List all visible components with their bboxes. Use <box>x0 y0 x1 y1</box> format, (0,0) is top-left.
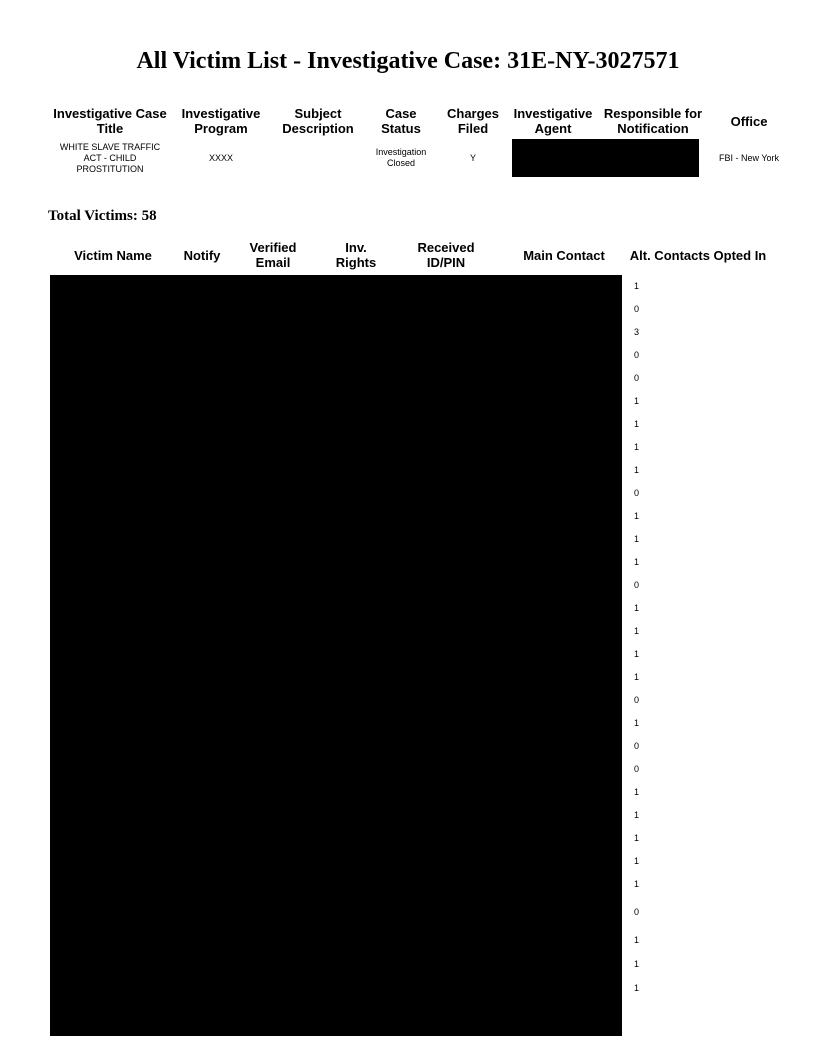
col-header-main-contact: Main Contact <box>523 247 605 263</box>
col-header-victim-name: Victim Name <box>74 247 152 263</box>
alt-contacts-value: 0 <box>634 580 640 590</box>
alt-contacts-value: 1 <box>634 419 640 429</box>
alt-contacts-value: 1 <box>634 281 640 291</box>
office-cell: FBI - New York <box>718 152 780 163</box>
alt-contacts-value: 0 <box>634 304 640 314</box>
alt-contacts-value: 1 <box>634 959 640 969</box>
alt-contacts-value: 0 <box>634 488 640 498</box>
case-table-row <box>50 138 790 178</box>
alt-contacts-value: 3 <box>634 327 640 337</box>
col-header-charges-filed: Charges Filed <box>446 106 500 136</box>
col-header-program: Investigative Program <box>181 106 261 136</box>
alt-contacts-value: 1 <box>634 603 640 613</box>
case-title-cell: WHITE SLAVE TRAFFIC ACT - CHILD PROSTITUTION <box>59 141 161 174</box>
alt-contacts-value: 1 <box>634 626 640 636</box>
page-title: All Victim List - Investigative Case: 31E-NY-3027571 <box>136 48 680 74</box>
alt-contacts-value: 1 <box>634 879 640 889</box>
alt-contacts-value: 0 <box>634 741 640 751</box>
alt-contacts-value: 0 <box>634 764 640 774</box>
victim-table-header <box>50 238 790 272</box>
col-header-notify: Notify <box>183 247 221 263</box>
alt-contacts-value: 0 <box>634 695 640 705</box>
alt-contacts-value: 0 <box>634 907 640 917</box>
col-header-investigative-agent: Investigative Agent <box>513 106 593 136</box>
alt-contacts-value: 0 <box>634 350 640 360</box>
col-header-office: Office <box>730 113 768 129</box>
col-header-inv-rights: Inv. Rights <box>335 240 377 270</box>
col-header-responsible-notification: Responsible for Notification <box>603 106 703 136</box>
alt-contacts-value: 1 <box>634 718 640 728</box>
col-header-subject-description: Subject Description <box>282 106 354 136</box>
charges-filed-cell: Y <box>469 152 476 163</box>
alt-contacts-value: 0 <box>634 373 640 383</box>
alt-contacts-value: 1 <box>634 557 640 567</box>
col-header-case-status: Case Status <box>381 106 421 136</box>
alt-contacts-value: 1 <box>634 810 640 820</box>
subject-description-cell <box>272 138 364 178</box>
col-header-alt-contacts: Alt. Contacts Opted In <box>629 247 767 263</box>
alt-contacts-value: 1 <box>634 833 640 843</box>
alt-contacts-value: 1 <box>634 787 640 797</box>
alt-contacts-value: 1 <box>634 442 640 452</box>
alt-contacts-value: 1 <box>634 396 640 406</box>
col-header-verified-email: Verified Email <box>249 240 297 270</box>
alt-contacts-value: 1 <box>634 534 640 544</box>
alt-contacts-value: 1 <box>634 672 640 682</box>
alt-contacts-value: 1 <box>634 856 640 866</box>
case-info-table <box>50 104 790 178</box>
alt-contacts-value: 1 <box>634 511 640 521</box>
alt-contacts-value: 1 <box>634 649 640 659</box>
alt-contacts-value: 1 <box>634 983 640 993</box>
victim-rows-redaction-block <box>50 275 622 1036</box>
col-header-case-title: Investigative Case Title <box>53 106 167 136</box>
alt-contacts-value: 1 <box>634 935 640 945</box>
col-header-received-id-pin: Received ID/PIN <box>417 240 475 270</box>
case-table-header-row <box>50 104 790 138</box>
alt-contacts-value: 1 <box>634 465 640 475</box>
redaction-block <box>512 139 699 177</box>
total-victims: Total Victims: 58 <box>48 208 157 224</box>
program-cell: XXXX <box>208 152 233 163</box>
agent-redaction-cell <box>508 138 708 178</box>
case-status-cell: Investigation Closed <box>375 147 427 168</box>
